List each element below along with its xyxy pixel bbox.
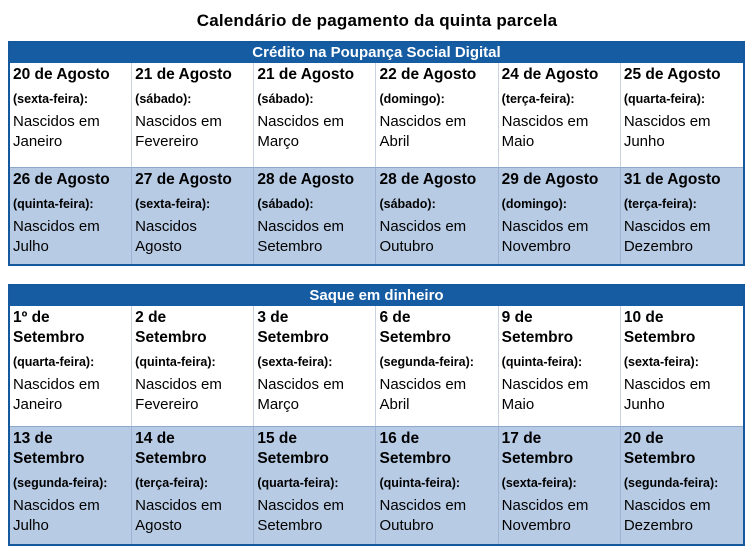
cell-weekday: (quarta-feira):	[623, 92, 706, 106]
table-row	[10, 426, 743, 544]
cell-weekday: (sábado):	[257, 92, 314, 106]
calendar-cell	[10, 427, 132, 544]
cell-weekday: (quarta-feira):	[13, 355, 95, 369]
cell-weekday: (domingo):	[501, 197, 567, 211]
page-title: Calendário de pagamento da quinta parcela	[196, 11, 558, 30]
cell-born: Nascidos em Fevereiro	[135, 376, 222, 413]
calendar-cell	[376, 427, 498, 544]
cell-date: 22 de Agosto	[379, 66, 477, 83]
cell-date: 27 de Agosto	[135, 171, 232, 188]
cell-born: Nascidos em Setembro	[257, 497, 345, 534]
table-row	[10, 167, 743, 264]
cell-weekday: (sexta-feira):	[623, 355, 699, 369]
calendar-cell	[254, 306, 376, 426]
calendar-cell	[132, 168, 254, 264]
calendar-cell	[621, 168, 743, 264]
cell-date: 21 de Agosto	[257, 66, 355, 83]
cell-date: 25 de Agosto	[623, 66, 721, 83]
calendar-cell	[499, 168, 621, 264]
cell-weekday: (terça-feira):	[501, 92, 575, 106]
cell-date: 28 de Agosto	[257, 171, 355, 188]
cell-date: 15 de Setembro	[257, 430, 329, 467]
calendar-cell	[10, 63, 132, 167]
calendar-cell	[376, 63, 498, 167]
calendar-cell	[376, 168, 498, 264]
calendar-cell	[499, 427, 621, 544]
calendar-cell	[254, 63, 376, 167]
cell-weekday: (sexta-feira):	[135, 197, 211, 211]
cell-date: 26 de Agosto	[13, 171, 110, 188]
credit-table-header: Crédito na Poupança Social Digital	[10, 43, 743, 63]
cell-date: 9 de Setembro	[501, 309, 574, 346]
cell-born: Nascidos Agosto	[135, 218, 197, 255]
cell-date: 21 de Agosto	[135, 66, 232, 83]
calendar-cell	[621, 427, 743, 544]
cell-born: Nascidos em Janeiro	[13, 376, 100, 413]
cell-weekday: (quinta-feira):	[501, 355, 583, 369]
cell-weekday: (segunda-feira):	[379, 355, 474, 369]
calendar-cell	[10, 168, 132, 264]
calendar-cell	[621, 306, 743, 426]
table-row	[10, 63, 743, 167]
cell-weekday: (domingo):	[379, 92, 445, 106]
cell-born: Nascidos em Outubro	[379, 497, 467, 534]
cell-weekday: (sábado):	[135, 92, 192, 106]
cell-born: Nascidos em Junho	[623, 376, 711, 413]
calendar-cell	[376, 306, 498, 426]
cell-born: Nascidos em Julho	[13, 497, 100, 534]
cell-born: Nascidos em Junho	[623, 113, 711, 150]
cell-born: Nascidos em Fevereiro	[135, 113, 222, 150]
calendar-cell	[132, 306, 254, 426]
cell-weekday: (sexta-feira):	[501, 476, 577, 490]
cell-weekday: (terça-feira):	[623, 197, 697, 211]
cell-date: 20 de Agosto	[13, 66, 110, 83]
cell-date: 31 de Agosto	[623, 171, 721, 188]
cell-date: 29 de Agosto	[501, 171, 599, 188]
cell-born: Nascidos em Maio	[501, 113, 589, 150]
cash-table-header: Saque em dinheiro	[10, 286, 743, 306]
table-row	[10, 306, 743, 426]
cell-date: 3 de Setembro	[257, 309, 329, 346]
calendar-cell	[499, 63, 621, 167]
cell-weekday: (terça-feira):	[135, 476, 209, 490]
cell-born: Nascidos em Abril	[379, 376, 467, 413]
cell-born: Nascidos em Abril	[379, 113, 467, 150]
cell-date: 16 de Setembro	[379, 430, 451, 467]
cell-born: Nascidos em Setembro	[257, 218, 345, 255]
cell-date: 2 de Setembro	[135, 309, 207, 346]
cell-date: 20 de Setembro	[623, 430, 696, 467]
cell-weekday: (sexta-feira):	[257, 355, 333, 369]
cell-weekday: (segunda-feira):	[13, 476, 108, 490]
cell-weekday: (segunda-feira):	[623, 476, 719, 490]
cell-weekday: (quarta-feira):	[257, 476, 339, 490]
calendar-cell	[254, 427, 376, 544]
cell-born: Nascidos em Março	[257, 113, 345, 150]
cell-weekday: (quinta-feira):	[135, 355, 216, 369]
cell-born: Nascidos em Maio	[501, 376, 589, 413]
cell-born: Nascidos em Novembro	[501, 218, 589, 255]
cell-born: Nascidos em Dezembro	[623, 218, 711, 255]
calendar-cell	[10, 306, 132, 426]
cell-born: Nascidos em Março	[257, 376, 345, 413]
cell-date: 14 de Setembro	[135, 430, 207, 467]
cell-born: Nascidos em Novembro	[501, 497, 589, 534]
cell-date: 10 de Setembro	[623, 309, 696, 346]
cell-born: Nascidos em Dezembro	[623, 497, 711, 534]
cell-date: 28 de Agosto	[379, 171, 477, 188]
cell-weekday: (sábado):	[379, 197, 436, 211]
cell-weekday: (quinta-feira):	[379, 476, 461, 490]
calendar-cell	[499, 306, 621, 426]
cell-weekday: (sábado):	[257, 197, 314, 211]
cell-born: Nascidos em Agosto	[135, 497, 222, 534]
calendar-cell	[621, 63, 743, 167]
cell-date: 17 de Setembro	[501, 430, 574, 467]
cell-weekday: (sexta-feira):	[13, 92, 89, 106]
calendar-cell	[132, 63, 254, 167]
calendar-cell	[132, 427, 254, 544]
cash-table	[8, 284, 745, 546]
calendar-cell	[254, 168, 376, 264]
cell-born: Nascidos em Outubro	[379, 218, 467, 255]
cell-weekday: (quinta-feira):	[13, 197, 94, 211]
cell-born: Nascidos em Julho	[13, 218, 100, 255]
cell-born: Nascidos em Janeiro	[13, 113, 100, 150]
cell-date: 13 de Setembro	[13, 430, 85, 467]
credit-table	[8, 41, 745, 266]
cell-date: 1º de Setembro	[13, 309, 85, 346]
cell-date: 24 de Agosto	[501, 66, 599, 83]
cell-date: 6 de Setembro	[379, 309, 451, 346]
